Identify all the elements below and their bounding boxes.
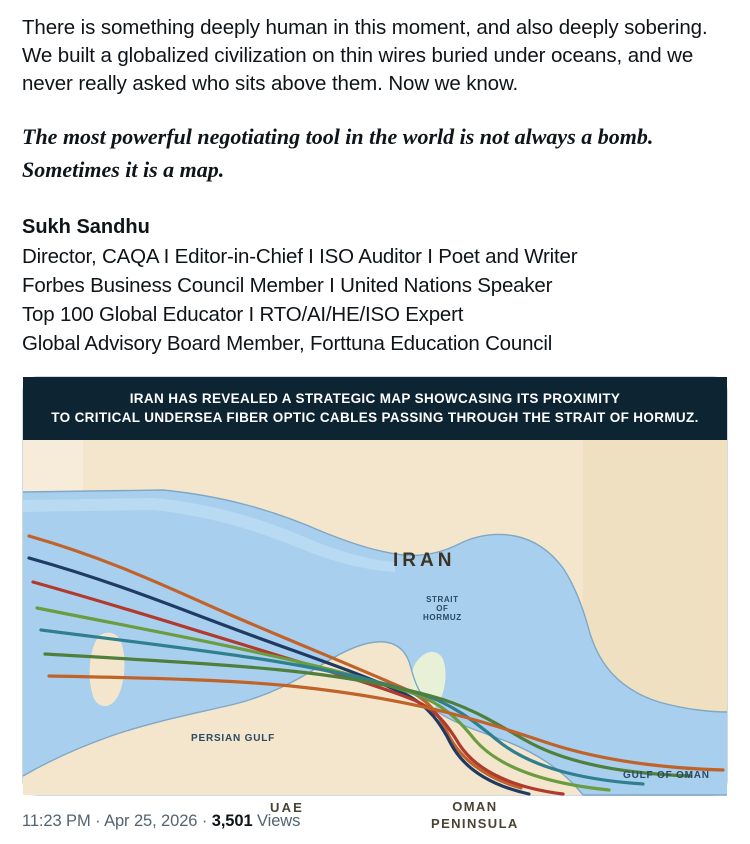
post-date: Apr 25, 2026 — [104, 812, 198, 830]
footer-separator-2: · — [201, 812, 208, 830]
media-header-line-1: IRAN HAS REVEALED A STRATEGIC MAP SHOWCASING ITS PROXIMITY — [129, 391, 621, 406]
map-label-strait-line-1: STRAIT — [426, 595, 459, 604]
map-label-oman-line-1: OMAN — [452, 799, 498, 814]
views-count: 3,501 — [211, 812, 253, 830]
signature-line-1: Director, CAQA I Editor-in-Chief I ISO Auditor I Poet and Writer — [22, 245, 578, 268]
footer-separator-1: · — [95, 812, 101, 830]
map-label-persian-gulf: PERSIAN GULF — [191, 733, 276, 744]
map-label-strait-line-3: HORMUZ — [423, 613, 462, 622]
map-label-strait-line-2: OF — [436, 604, 449, 613]
signature-line-2: Forbes Business Council Member I United Nations Speaker — [22, 274, 553, 297]
post-quote: The most powerful negotiating tool in the world is not always a bomb. Sometimes it is a map. — [22, 124, 654, 182]
media-header-line-2: TO CRITICAL UNDERSEA FIBER OPTIC CABLES PASSING THROUGH THE STRAIT OF HORMUZ. — [51, 410, 699, 425]
post-footer — [0, 796, 750, 831]
signature-line-3: Top 100 Global Educator I RTO/AI/HE/ISO Expert — [22, 303, 464, 326]
views-label: Views — [257, 812, 301, 830]
signature-block — [22, 212, 728, 358]
post-time: 11:23 PM — [22, 812, 91, 830]
post-body — [0, 0, 750, 358]
map-graphic — [23, 440, 727, 795]
signature-line-4: Global Advisory Board Member, Forttuna Education Council — [22, 332, 553, 355]
map-label-gulf-of-oman: GULF OF OMAN — [623, 770, 710, 781]
post-paragraph: There is something deeply human in this moment, and also deeply sobering. We built a globalized civilization on thin wires buried under oceans, and we never really asked who sits above them. Now we know. — [22, 16, 708, 95]
map-label-uae: UAE — [270, 800, 305, 815]
media-card-header — [23, 377, 727, 440]
map-label-oman-line-2: PENINSULA — [431, 816, 519, 831]
map-label-iran: IRAN — [393, 550, 456, 571]
signature-name: Sukh Sandhu — [22, 216, 150, 238]
